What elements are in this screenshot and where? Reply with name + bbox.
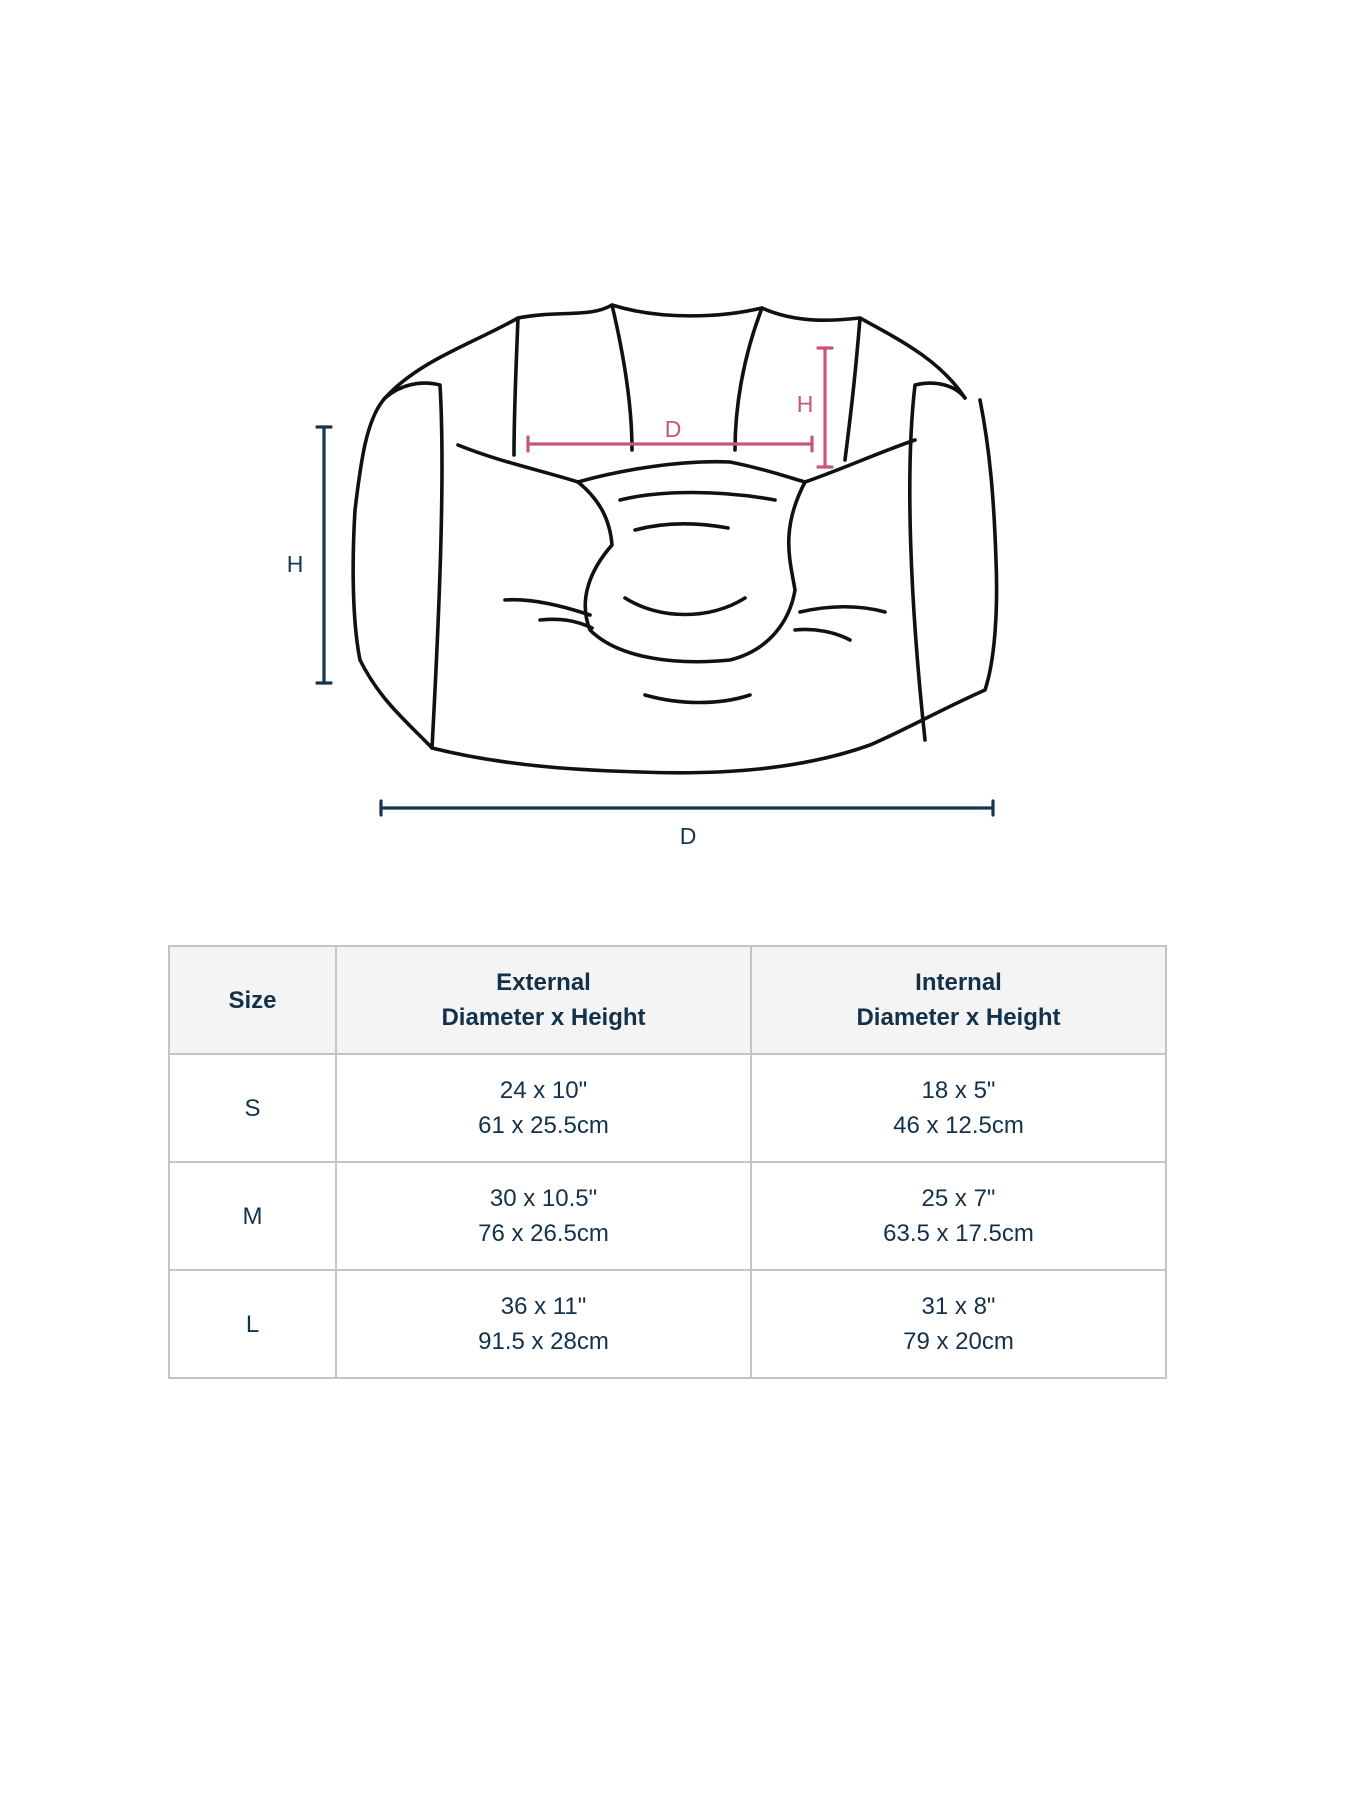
header-size: Size — [169, 946, 336, 1054]
internal-diameter-label: D — [664, 416, 682, 442]
size-chart-table — [168, 945, 1167, 1379]
external-cell: 36 x 11" 91.5 x 28cm — [336, 1270, 751, 1378]
dog-bed-outline — [353, 305, 996, 773]
table-header-row — [169, 946, 1166, 1054]
table-row — [169, 1270, 1166, 1378]
external-cell: 24 x 10" 61 x 25.5cm — [336, 1054, 751, 1162]
internal-cell: 25 x 7" 63.5 x 17.5cm — [751, 1162, 1166, 1270]
size-cell: S — [169, 1054, 336, 1162]
external-height-label: H — [286, 551, 304, 577]
external-diameter-indicator — [381, 801, 993, 815]
table-row — [169, 1162, 1166, 1270]
size-cell: M — [169, 1162, 336, 1270]
header-internal: Internal Diameter x Height — [751, 946, 1166, 1054]
internal-cell: 31 x 8" 79 x 20cm — [751, 1270, 1166, 1378]
internal-cell: 18 x 5" 46 x 12.5cm — [751, 1054, 1166, 1162]
table-row — [169, 1054, 1166, 1162]
external-cell: 30 x 10.5" 76 x 26.5cm — [336, 1162, 751, 1270]
internal-height-label: H — [796, 391, 814, 417]
size-cell: L — [169, 1270, 336, 1378]
internal-height-indicator — [818, 348, 832, 467]
header-external: External Diameter x Height — [336, 946, 751, 1054]
external-height-indicator — [317, 427, 331, 683]
external-diameter-label: D — [679, 823, 697, 849]
